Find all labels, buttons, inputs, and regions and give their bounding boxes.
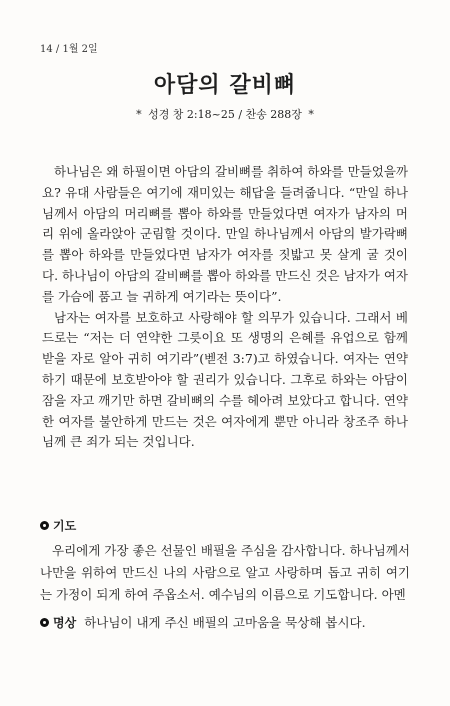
- page-title: 아담의 갈비뼈: [153, 72, 297, 98]
- prayer-text: 우리에게 가장 좋은 선물인 배필을 주심을 감사합니다. 하나님께서 나만을 위하여 만드신 나의 사람으로 알고 사랑하며 돕고 귀히 여기는 가정이 되게 하여 주옵소서. 예수님의 이름으로 기도합니다. 아멘: [40, 543, 410, 602]
- page-header: 14 / 1월 2일: [40, 44, 98, 55]
- star-icon: *: [136, 108, 142, 121]
- prayer-heading: [40, 517, 410, 534]
- meditation-section: [40, 613, 410, 631]
- body-paragraph: 하나님은 왜 하필이면 아담의 갈비뼈를 취하여 하와를 만들었을까요? 유대 사람들은 여기에 재미있는 해답을 들려줍니다. “만일 하나님께서 아담의 머리뼈를 뽑아 하와를 만들었다면 여자가 남자의 머리 위에 올라앉아 군림할 것이다. 만일 하나님께서 아담의 발가락뼈를 뽑아 하와를 만들었다면 남자가 여자를 짓밟고 못 살게 굴 것이다. 하나님이 아담의 갈비뼈를 뽑아 하와를 만드신 것은 남자가 여자를 가슴에 품고 늘 귀하게 여기라는 뜻이다”.: [42, 164, 408, 304]
- meditation-label: 명상: [53, 615, 77, 630]
- bullet-icon: [40, 521, 49, 530]
- devotion-body: [42, 162, 408, 453]
- star-icon: *: [308, 108, 314, 121]
- prayer-label: 기도: [53, 519, 77, 533]
- bullet-icon: [40, 618, 49, 627]
- reference-text: 성경 창 2:18~25 / 찬송 288장: [148, 108, 302, 121]
- prayer-section: [40, 517, 410, 606]
- meditation-text: 하나님이 내게 주신 배필의 고마움을 묵상해 봅시다.: [84, 615, 366, 630]
- body-paragraph: 남자는 여자를 보호하고 사랑해야 할 의무가 있습니다. 그래서 베드로는 “저는 더 연약한 그릇이요 또 생명의 은혜를 유업으로 함께 받을 자로 알아 귀히 여기라”(벧전 3:7)고 하였습니다. 여자는 연약하기 때문에 보호받아야 할 권리가 있습니다. 그후로 하와는 아담이 잠을 자고 깨기만 하면 갈비뼈의 수를 헤아려 보았다고 합니다. 연약한 여자를 불안하게 만드는 것은 여자에게 뿐만 아니라 창조주 하나님께 큰 죄가 되는 것입니다.: [42, 309, 408, 450]
- meditation-heading: [40, 614, 76, 631]
- scripture-reference: [0, 106, 450, 122]
